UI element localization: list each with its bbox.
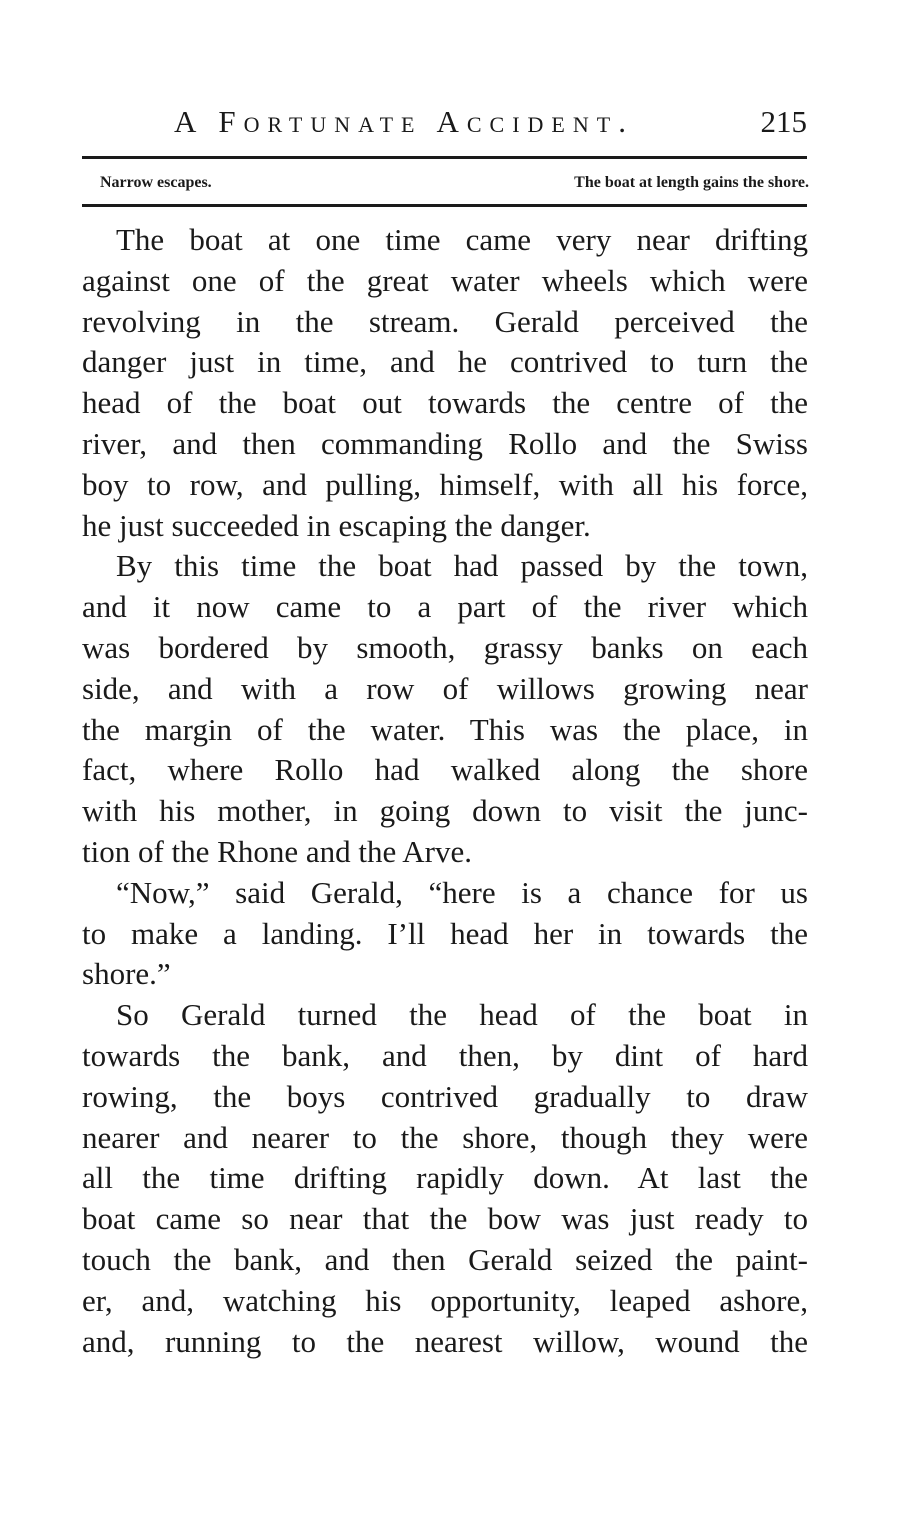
text-line: boat came so near that the bow was just ready to [82, 1201, 808, 1237]
text-line: and, running to the nearest willow, wound the [82, 1323, 808, 1359]
text-line: the margin of the water. This was the place, in [82, 711, 808, 747]
text-line: “Now,” said Gerald, “here is a chance for us [116, 874, 808, 910]
text-line: tion of the Rhone and the Arve. [82, 833, 472, 869]
sidenote-right: The boat at length gains the shore. [574, 174, 809, 191]
running-head [82, 100, 807, 144]
text-line: against one of the great water wheels which were [82, 262, 808, 298]
text-line: er, and, watching his opportunity, leaped ashore, [82, 1282, 808, 1318]
text-line: head of the boat out towards the centre of the [82, 385, 808, 421]
text-line: rowing, the boys contrived gradually to draw [82, 1078, 808, 1114]
text-line: all the time drifting rapidly down. At last the [82, 1160, 808, 1196]
text-line: touch the bank, and then Gerald seized the paint- [82, 1241, 808, 1277]
text-line: revolving in the stream. Gerald perceived the [82, 303, 808, 339]
text-line: with his mother, in going down to visit the junc- [82, 793, 808, 829]
page-number: 215 [760, 104, 807, 139]
text-line: was bordered by smooth, grassy banks on each [82, 629, 808, 665]
text-line: river, and then commanding Rollo and the Swiss [82, 425, 808, 461]
bottom-rule [82, 204, 807, 207]
text-line: nearer and nearer to the shore, though they were [82, 1119, 808, 1155]
text-line: shore.” [82, 956, 171, 992]
body-text [82, 220, 808, 1362]
top-rule [82, 156, 807, 159]
text-line: and it now came to a part of the river which [82, 589, 808, 625]
text-line: side, and with a row of willows growing near [82, 670, 808, 706]
text-line: fact, where Rollo had walked along the shore [82, 752, 808, 788]
text-line: So Gerald turned the head of the boat in [116, 997, 808, 1033]
text-line: he just succeeded in escaping the danger. [82, 507, 591, 543]
sidenote-left: Narrow escapes. [100, 174, 212, 191]
text-line: danger just in time, and he contrived to turn the [82, 344, 808, 380]
text-line: The boat at one time came very near drifting [116, 222, 808, 257]
text-line: towards the bank, and then, by dint of hard [82, 1037, 808, 1073]
text-line: By this time the boat had passed by the town, [116, 548, 808, 584]
running-title: A Fortunate Accident. [174, 104, 634, 139]
text-line: to make a landing. I’ll head her in towards the [82, 915, 808, 951]
text-line: boy to row, and pulling, himself, with all his force, [82, 466, 808, 502]
